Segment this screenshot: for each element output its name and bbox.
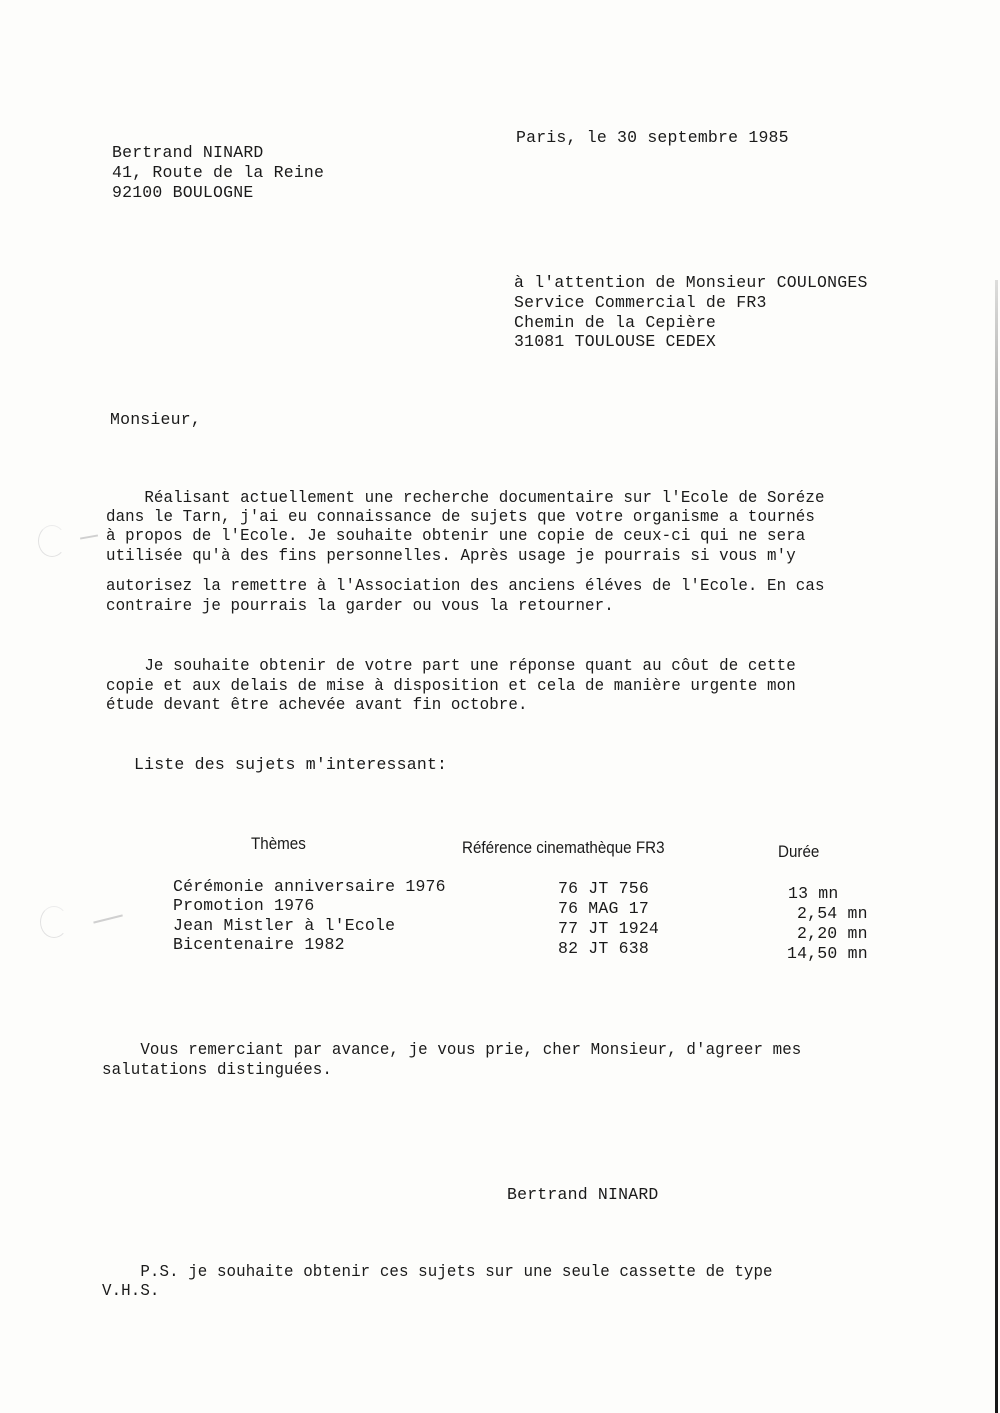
salutation: Monsieur, — [110, 410, 201, 429]
cell-duration: 2,20 mn — [797, 924, 868, 943]
punch-hole-top — [38, 525, 66, 557]
cell-duration: 2,54 mn — [797, 904, 868, 923]
pencil-mark — [80, 534, 98, 539]
cell-theme: Bicentenaire 1982 — [173, 935, 345, 954]
cell-duration: 14,50 mn — [787, 944, 868, 963]
scan-edge-shadow — [995, 280, 998, 1413]
header-themes: Thèmes — [251, 835, 306, 853]
header-duration: Durée — [778, 843, 820, 861]
punch-hole-bottom — [40, 906, 68, 938]
recipient-attention: à l'attention de Monsieur COULONGES — [514, 273, 868, 292]
pencil-mark — [93, 914, 122, 923]
paragraph-line: copie et aux delais de mise à disposition et cela de manière urgente mon — [106, 677, 796, 696]
cell-theme: Jean Mistler à l'Ecole — [173, 916, 396, 935]
cell-ref: 82 JT 638 — [558, 939, 649, 958]
cell-ref: 76 MAG 17 — [558, 899, 649, 918]
header-reference: Référence cinemathèque FR3 — [462, 839, 665, 857]
paragraph-line: autorisez la remettre à l'Association des anciens éléves de l'Ecole. En cas — [106, 577, 825, 596]
paragraph-line: Réalisant actuellement une recherche documentaire sur l'Ecole de Soréze — [106, 489, 825, 508]
paragraph-line: dans le Tarn, j'ai eu connaissance de sujets que votre organisme a tournés — [106, 508, 815, 527]
postscript-line: P.S. je souhaite obtenir ces sujets sur une seule cassette de type — [102, 1263, 773, 1282]
paragraph-line: contraire je pourrais la garder ou vous la retourner. — [106, 597, 614, 616]
cell-ref: 76 JT 756 — [558, 879, 649, 898]
date-line: Paris, le 30 septembre 1985 — [516, 128, 789, 147]
cell-duration: 13 mn — [788, 884, 839, 903]
sender-street: 41, Route de la Reine — [112, 163, 325, 182]
signature: Bertrand NINARD — [507, 1185, 659, 1204]
list-intro: Liste des sujets m'interessant: — [134, 755, 448, 774]
paragraph-line: étude devant être achevée avant fin octobre. — [106, 696, 528, 715]
closing-line: Vous remerciant par avance, je vous prie, cher Monsieur, d'agreer mes — [102, 1041, 802, 1060]
paragraph-line: à propos de l'Ecole. Je souhaite obtenir une copie de ceux-ci qui ne sera — [106, 527, 806, 546]
closing-line: salutations distinguées. — [102, 1061, 332, 1080]
sender-city: 92100 BOULOGNE — [112, 183, 254, 202]
sender-name: Bertrand NINARD — [112, 143, 264, 162]
recipient-city: 31081 TOULOUSE CEDEX — [514, 332, 717, 351]
cell-theme: Promotion 1976 — [173, 896, 315, 915]
recipient-service: Service Commercial de FR3 — [514, 293, 767, 312]
cell-theme: Cérémonie anniversaire 1976 — [173, 877, 446, 896]
cell-ref: 77 JT 1924 — [558, 919, 660, 938]
paragraph-line: utilisée qu'à des fins personnelles. Après usage je pourrais si vous m'y — [106, 547, 796, 566]
postscript-line: V.H.S. — [102, 1282, 160, 1301]
paragraph-line: Je souhaite obtenir de votre part une réponse quant au côut de cette — [106, 657, 796, 676]
recipient-street: Chemin de la Cepière — [514, 313, 717, 332]
